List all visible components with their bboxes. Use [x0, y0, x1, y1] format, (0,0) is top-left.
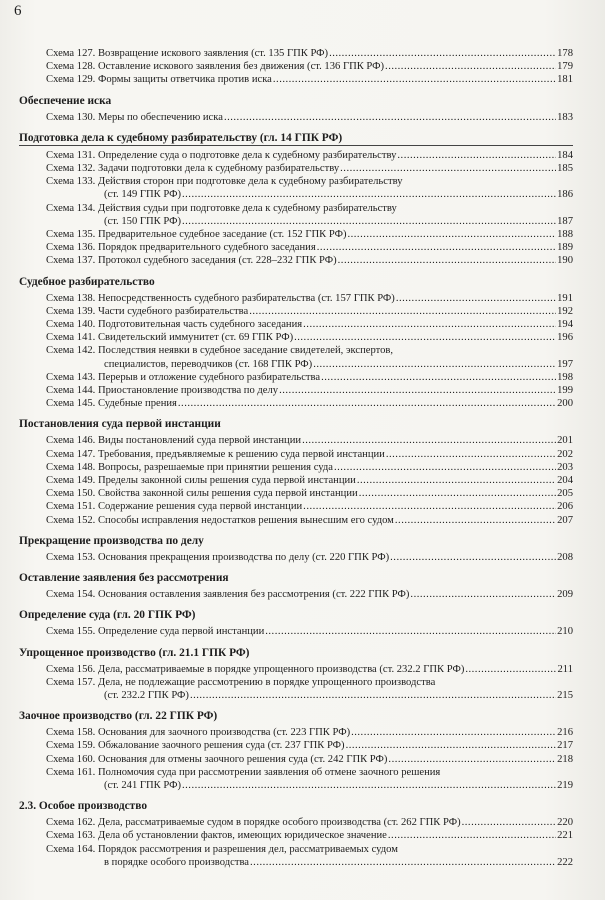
toc-page-number: 203	[557, 461, 573, 473]
toc-page-number: 210	[557, 626, 573, 638]
dot-leader	[317, 241, 556, 254]
dot-leader	[313, 358, 556, 371]
toc-entry-title: Схема 132. Задачи подготовки дела к судебному разбирательству	[46, 163, 340, 175]
toc-entry-title: Схема 127. Возвращение искового заявления (ст. 135 ГПК РФ)	[46, 48, 329, 59]
section-heading: 2.3. Особое производство	[19, 800, 148, 813]
toc-entry[interactable]	[19, 829, 573, 842]
toc-entry-title: Схема 156. Дела, рассматриваемые в порядке упрощенного производства (ст. 232.2 ГПК РФ)	[46, 663, 465, 675]
toc-entry[interactable]	[19, 254, 573, 267]
toc-entry-title: Схема 144. Приостановление производства по делу	[46, 385, 279, 397]
dot-leader	[265, 625, 556, 638]
toc-entry-title: Схема 150. Свойства законной силы решения суда первой инстанции	[46, 488, 358, 500]
toc-page-number: 216	[557, 727, 573, 739]
toc-entry-title: Схема 154. Основания оставления заявления без рассмотрения (ст. 222 ГПК РФ)	[46, 589, 410, 601]
dot-leader	[294, 331, 556, 344]
toc-entry-title: Схема 162. Дела, рассматриваемые судом в порядке особого производства (ст. 262 ГПК РФ)	[46, 817, 461, 829]
toc-entry[interactable]	[19, 397, 573, 410]
toc-entry-title: Схема 145. Судебные прения	[46, 398, 177, 410]
toc-entry[interactable]	[19, 676, 573, 702]
toc-entry-title-cont: (ст. 232.2 ГПК РФ)	[104, 689, 189, 701]
dot-leader	[334, 461, 556, 474]
dot-leader	[182, 215, 556, 228]
table-of-contents	[19, 47, 573, 872]
section-heading: Обеспечение иска	[19, 94, 112, 107]
toc-page-number: 211	[557, 663, 573, 675]
toc-entry-title: Схема 147. Требования, предъявляемые к решению суда первой инстанции	[46, 448, 385, 460]
toc-entry[interactable]	[19, 625, 573, 638]
page-number: 6	[14, 3, 22, 19]
dot-leader	[182, 779, 556, 792]
toc-entry-title: Схема 140. Подготовительная часть судебного заседания	[46, 319, 303, 331]
toc-entry[interactable]	[19, 514, 573, 527]
toc-page-number: 178	[557, 48, 573, 59]
toc-entry[interactable]	[19, 588, 573, 601]
dot-leader	[182, 188, 556, 201]
toc-entry[interactable]	[19, 461, 573, 474]
section-heading: Подготовка дела к судебному разбирательству (гл. 14 ГПК РФ)	[19, 131, 573, 146]
toc-page-number: 191	[557, 292, 573, 304]
toc-entry[interactable]	[19, 663, 573, 676]
toc-entry-title: Схема 137. Протокол судебного заседания (ст. 228–232 ГПК РФ)	[46, 255, 337, 267]
toc-entry[interactable]	[19, 474, 573, 487]
toc-entry[interactable]	[19, 371, 573, 384]
dot-leader	[397, 149, 556, 162]
toc-entry[interactable]	[19, 60, 573, 73]
toc-entry[interactable]	[19, 162, 573, 175]
toc-entry-title: Схема 153. Основания прекращения производства по делу (ст. 220 ГПК РФ)	[46, 551, 390, 563]
dot-leader	[302, 434, 556, 447]
section-heading: Оставление заявления без рассмотрения	[19, 572, 229, 585]
toc-entry-title: Схема 163. Дела об установлении фактов, имеющих юридическое значение	[46, 830, 387, 842]
toc-entry[interactable]	[19, 175, 573, 201]
toc-entry-title: Схема 149. Пределы законной силы решения суда первой инстанции	[46, 475, 356, 487]
toc-page-number: 215	[557, 689, 573, 701]
toc-entry[interactable]	[19, 111, 573, 124]
toc-entry[interactable]	[19, 305, 573, 318]
toc-page-number: 220	[557, 817, 573, 829]
dot-leader	[410, 588, 556, 601]
toc-page-number: 200	[557, 398, 573, 410]
toc-entry-title: Схема 136. Порядок предварительного судебного заседания	[46, 242, 316, 254]
dot-leader	[279, 384, 556, 397]
toc-page-number: 185	[557, 163, 573, 175]
toc-entry-title-cont: специалистов, переводчиков (ст. 168 ГПК РФ)	[104, 358, 313, 370]
section-heading: Прекращение производства по делу	[19, 534, 204, 547]
toc-page-number: 187	[557, 215, 573, 227]
toc-entry[interactable]	[19, 726, 573, 739]
dot-leader	[178, 397, 556, 410]
toc-page-number: 194	[557, 319, 573, 331]
toc-entry-title: Схема 158. Основания для заочного производства (ст. 223 ГПК РФ)	[46, 727, 351, 739]
toc-page-number: 186	[557, 189, 573, 201]
toc-page-number: 219	[557, 779, 573, 791]
toc-entry-title: Схема 160. Основания для отмены заочного решения суда (ст. 242 ГПК РФ)	[46, 753, 388, 765]
dot-leader	[351, 726, 556, 739]
toc-page-number: 204	[557, 475, 573, 487]
toc-page-number: 190	[557, 255, 573, 267]
toc-page-number: 201	[557, 435, 573, 447]
toc-page-number: 196	[557, 332, 573, 344]
toc-page-number: 218	[557, 753, 573, 765]
toc-page-number: 188	[557, 229, 573, 241]
toc-entry-title: Схема 159. Обжалование заочного решения суда (ст. 237 ГПК РФ)	[46, 740, 345, 752]
toc-entry-title: Схема 138. Непосредственность судебного разбирательства (ст. 157 ГПК РФ)	[46, 292, 395, 304]
toc-entry[interactable]	[19, 434, 573, 447]
toc-page-number: 199	[557, 385, 573, 397]
toc-entry[interactable]	[19, 766, 573, 792]
toc-page-number: 217	[557, 740, 573, 752]
dot-leader	[386, 448, 556, 461]
toc-entry-title: Схема 152. Способы исправления недостатков решения вынесшим его судом	[46, 514, 394, 526]
dot-leader	[338, 254, 556, 267]
toc-page-number: 189	[557, 242, 573, 254]
section-heading: Заочное производство (гл. 22 ГПК РФ)	[19, 710, 218, 723]
toc-entry-title: Схема 131. Определение суда о подготовке дела к судебному разбирательству	[46, 149, 397, 161]
dot-leader	[395, 514, 556, 527]
toc-entry-title: Схема 146. Виды постановлений суда первой инстанции	[46, 435, 302, 447]
toc-entry[interactable]	[19, 487, 573, 500]
toc-page-number: 208	[557, 551, 573, 563]
section-heading: Упрощенное производство (гл. 21.1 ГПК РФ)	[19, 646, 250, 659]
section-heading: Судебное разбирательство	[19, 275, 155, 288]
toc-entry[interactable]	[19, 331, 573, 344]
toc-page-number: 197	[557, 358, 573, 370]
section-heading: Постановления суда первой инстанции	[19, 418, 221, 431]
toc-entry[interactable]	[19, 149, 573, 162]
toc-entry-title: Схема 130. Меры по обеспечению иска	[46, 111, 223, 123]
toc-entry[interactable]	[19, 500, 573, 513]
toc-entry-title: Схема 133. Действия сторон при подготовке дела к судебному разбирательству	[46, 176, 403, 188]
toc-entry[interactable]	[19, 843, 573, 869]
dot-leader	[359, 487, 556, 500]
dot-leader	[465, 663, 556, 676]
dot-leader	[462, 816, 556, 829]
toc-entry[interactable]	[19, 344, 573, 370]
toc-entry-title-cont: (ст. 149 ГПК РФ)	[104, 189, 181, 201]
dot-leader	[224, 111, 556, 124]
dot-leader	[303, 500, 556, 513]
toc-page-number: 222	[557, 856, 573, 868]
dot-leader	[249, 305, 556, 318]
toc-entry[interactable]	[19, 47, 573, 60]
toc-entry-title: Схема 148. Вопросы, разрешаемые при принятии решения суда	[46, 461, 333, 473]
section-heading: Определение суда (гл. 20 ГПК РФ)	[19, 609, 196, 622]
toc-entry[interactable]	[19, 384, 573, 397]
toc-page-number: 202	[557, 448, 573, 460]
dot-leader	[250, 856, 556, 869]
toc-entry-title-cont: (ст. 241 ГПК РФ)	[104, 779, 181, 791]
toc-page-number: 184	[557, 149, 573, 161]
toc-entry[interactable]	[19, 241, 573, 254]
dot-leader	[388, 753, 556, 766]
toc-page-number: 181	[557, 74, 573, 86]
toc-page-number: 179	[557, 61, 573, 73]
toc-page-number: 198	[557, 371, 573, 383]
toc-entry-title: Схема 142. Последствия неявки в судебное заседание свидетелей, экспертов,	[46, 345, 394, 357]
toc-entry-title: Схема 143. Перерыв и отложение судебного разбирательства	[46, 371, 321, 383]
toc-entry[interactable]	[19, 318, 573, 331]
dot-leader	[346, 739, 557, 752]
dot-leader	[390, 551, 556, 564]
toc-entry[interactable]	[19, 551, 573, 564]
toc-entry[interactable]	[19, 739, 573, 752]
toc-entry[interactable]	[19, 292, 573, 305]
toc-entry-title: Схема 129. Формы защиты ответчика против иска	[46, 74, 272, 86]
dot-leader	[321, 371, 556, 384]
toc-entry[interactable]	[19, 448, 573, 461]
toc-entry-title: Схема 139. Части судебного разбирательства	[46, 305, 249, 317]
dot-leader	[273, 73, 556, 86]
toc-entry-title: Схема 141. Свидетельский иммунитет (ст. 69 ГПК РФ)	[46, 332, 294, 344]
toc-page-number: 183	[557, 111, 573, 123]
toc-entry-title: Схема 134. Действия судьи при подготовке дела к судебному разбирательству	[46, 202, 397, 214]
toc-entry[interactable]	[19, 753, 573, 766]
toc-entry-title: Схема 135. Предварительное судебное заседание (ст. 152 ГПК РФ)	[46, 229, 347, 241]
toc-entry-title: Схема 164. Порядок рассмотрения и разрешения дел, рассматриваемых судом	[46, 843, 398, 855]
toc-entry-title: Схема 128. Оставление искового заявления без движения (ст. 136 ГПК РФ)	[46, 61, 385, 73]
toc-entry[interactable]	[19, 202, 573, 228]
dot-leader	[329, 47, 556, 60]
dot-leader	[396, 292, 556, 305]
toc-page-number: 209	[557, 589, 573, 601]
toc-page-number: 207	[557, 514, 573, 526]
toc-entry[interactable]	[19, 816, 573, 829]
dot-leader	[388, 829, 556, 842]
toc-page-number: 206	[557, 501, 573, 513]
toc-entry-title: Схема 157. Дела, не подлежащие рассмотрению в порядке упрощенного производства	[46, 676, 436, 688]
toc-page-number: 205	[557, 488, 573, 500]
toc-page-number: 192	[557, 305, 573, 317]
toc-entry-title: Схема 155. Определение суда первой инстанции	[46, 626, 265, 638]
toc-entry[interactable]	[19, 228, 573, 241]
toc-page-number: 221	[557, 830, 573, 842]
toc-entry-title-cont: (ст. 150 ГПК РФ)	[104, 215, 181, 227]
dot-leader	[190, 689, 556, 702]
dot-leader	[385, 60, 556, 73]
toc-entry-title: Схема 151. Содержание решения суда первой инстанции	[46, 501, 303, 513]
dot-leader	[303, 318, 556, 331]
dot-leader	[340, 162, 556, 175]
dot-leader	[347, 228, 556, 241]
toc-entry-title: Схема 161. Полномочия суда при рассмотрении заявления об отмене заочного решения	[46, 766, 441, 778]
toc-entry[interactable]	[19, 73, 573, 86]
toc-entry-title-cont: в порядке особого производства	[104, 856, 250, 868]
dot-leader	[357, 474, 556, 487]
